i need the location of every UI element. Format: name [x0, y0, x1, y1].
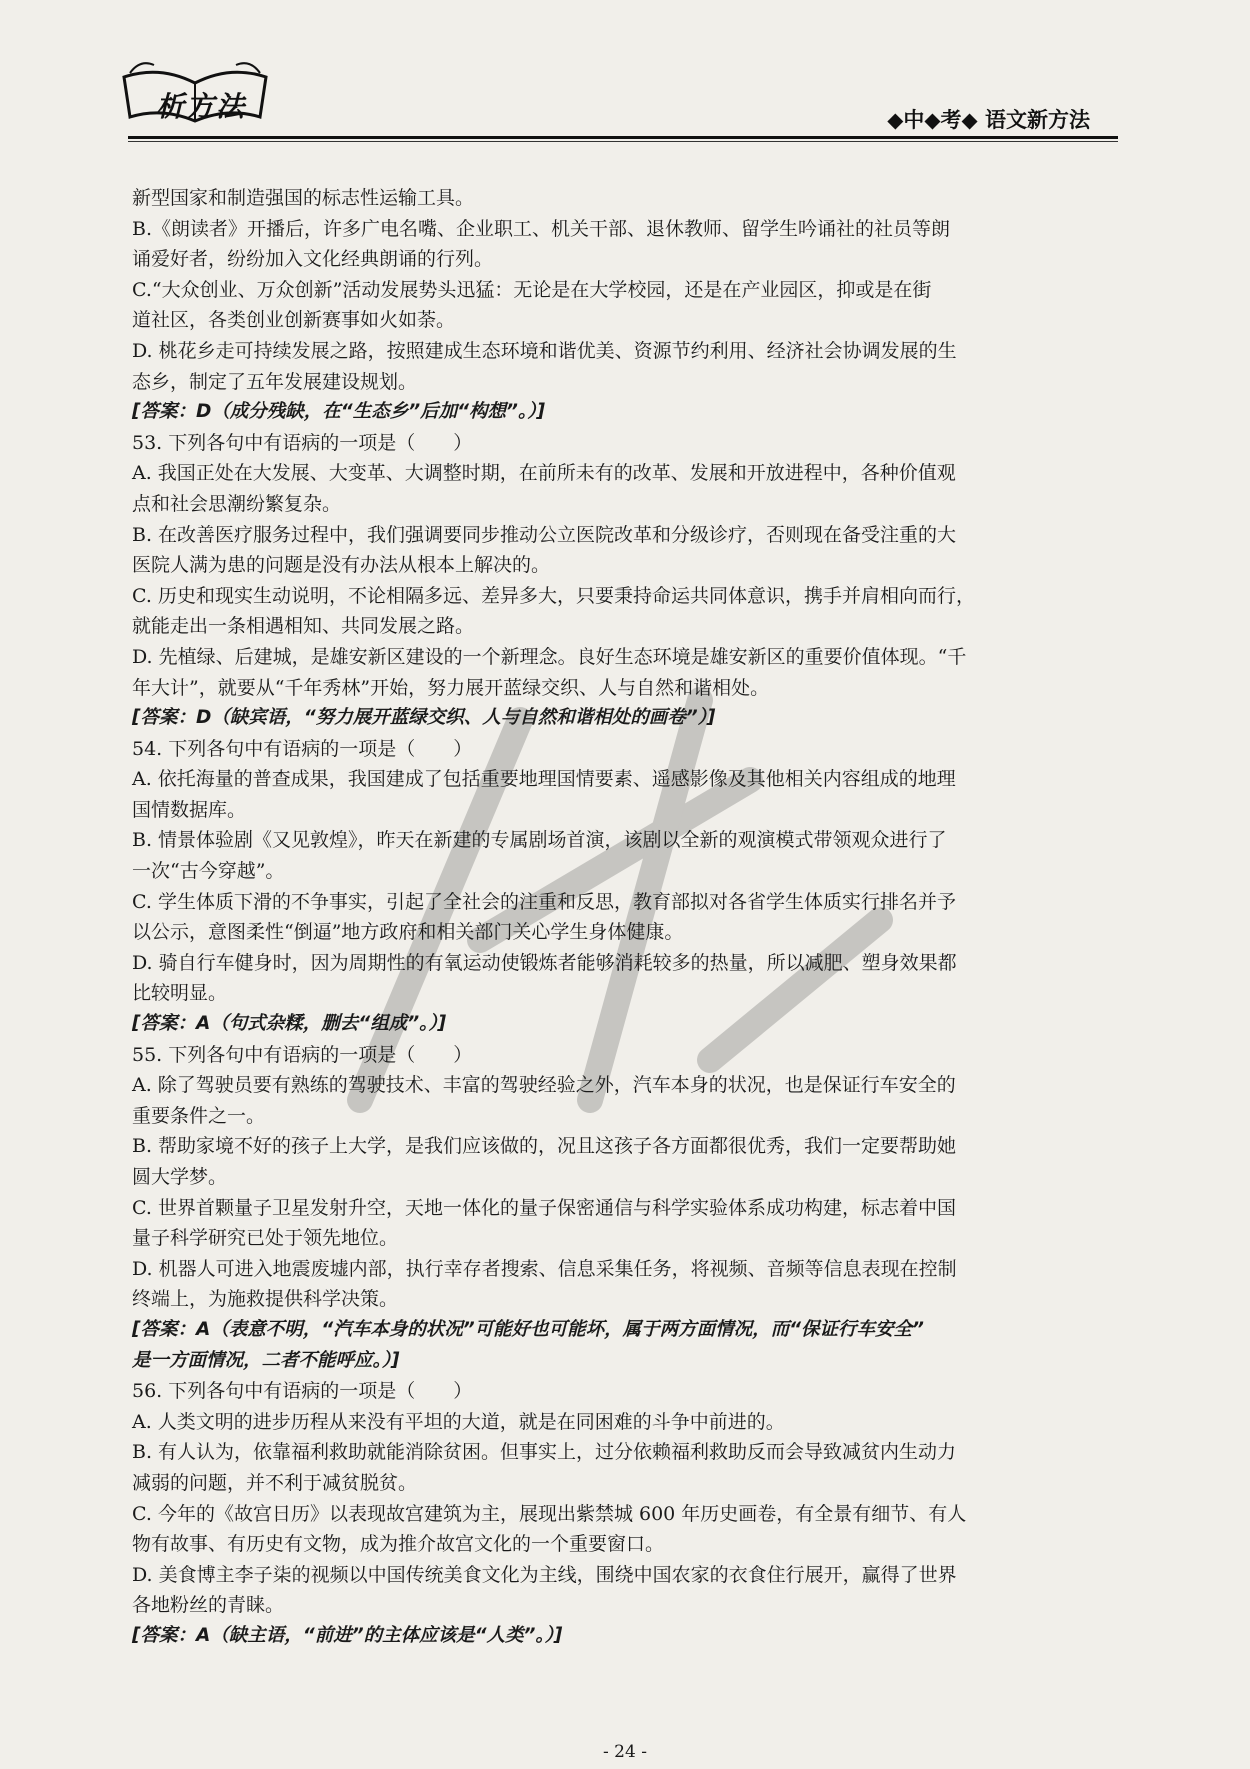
- text-line: 重要条件之一。: [132, 1104, 266, 1127]
- text-line: A. 我国正处在大发展、大变革、大调整时期，在前所未有的改革、发展和开放进程中，各种价值观: [132, 462, 956, 485]
- text-line: 新型国家和制造强国的标志性运输工具。: [132, 187, 475, 209]
- text-line: C. 学生体质下滑的不争事实，引起了全社会的注重和反思，教育部拟对各省学生体质实行排名并予: [132, 890, 956, 913]
- page-number: - 24 -: [603, 1742, 647, 1762]
- text-line: B. 情景体验剧《又见敦煌》，昨天在新建的专属剧场首演，该剧以全新的观演模式带领观众进行了: [132, 829, 947, 852]
- text-line: 点和社会思潮纷繁复杂。: [132, 492, 342, 515]
- text-line: 比较明显。: [132, 982, 228, 1005]
- answer-line: [答案：A（缺主语，“前进”的主体应该是“人类”。）]: [132, 1624, 563, 1646]
- text-line: 医院人满为患的问题是没有办法从根本上解决的。: [132, 554, 551, 577]
- question-text-block: [132, 183, 1114, 1652]
- text-line: 54. 下列各句中有语病的一项是（ ）: [132, 737, 473, 760]
- text-line: 年大计”，就要从“千年秀林”开始，努力展开蓝绿交织、人与自然和谐相处。: [132, 676, 770, 699]
- text-line: 物有故事、有历史有文物，成为推介故宫文化的一个重要窗口。: [132, 1533, 665, 1556]
- answer-line: [答案：D（缺宾语，“努力展开蓝绿交织、人与自然和谐相处的画卷”）]: [132, 707, 716, 729]
- answer-line: [答案：A（表意不明，“汽车本身的状况”可能好也可能坏，属于两方面情况，而“保证行车安全”: [132, 1318, 924, 1340]
- text-line: 圆大学梦。: [132, 1166, 228, 1188]
- text-line: 终端上，为施救提供科学决策。: [132, 1288, 399, 1311]
- text-line: 以公示，意图柔性“倒逼”地方政府和相关部门关心学生身体健康。: [132, 921, 684, 944]
- text-line: C.“大众创业、万众创新”活动发展势头迅猛：无论是在大学校园，还是在产业园区，抑或是在街: [132, 278, 932, 301]
- text-line: A. 人类文明的进步历程从来没有平坦的大道，就是在同困难的斗争中前进的。: [132, 1410, 785, 1433]
- logo: [120, 55, 270, 135]
- text-line: 56. 下列各句中有语病的一项是（ ）: [132, 1380, 473, 1403]
- text-line: 一次“古今穿越”。: [132, 860, 285, 883]
- text-line: D. 骑自行车健身时，因为周期性的有氧运动使锻炼者能够消耗较多的热量，所以减肥、塑身效果都: [132, 951, 957, 974]
- header-divider-thin: [128, 141, 1118, 142]
- header-title: ◆中◆考◆ 语文新方法: [887, 108, 1090, 132]
- text-line: B. 有人认为，依靠福利救助就能消除贫困。但事实上，过分依赖福利救助反而会导致减贫内生动力: [132, 1441, 957, 1464]
- text-line: D. 机器人可进入地震废墟内部，执行幸存者搜索、信息采集任务，将视频、音频等信息表现在控制: [132, 1257, 957, 1280]
- text-line: B. 在改善医疗服务过程中，我们强调要同步推动公立医院改革和分级诊疗，否则现在备受注重的大: [132, 523, 957, 546]
- text-line: 55. 下列各句中有语病的一项是（ ）: [132, 1043, 473, 1066]
- text-line: C. 今年的《故宫日历》以表现故宫建筑为主，展现出紫禁城 600 年历史画卷，有全景有细节、有人: [132, 1502, 967, 1525]
- text-line: B. 帮助家境不好的孩子上大学，是我们应该做的，况且这孩子各方面都很优秀，我们一定要帮助她: [132, 1135, 957, 1158]
- text-line: 就能走出一条相遇相知、共同发展之路。: [132, 615, 475, 638]
- text-line: D. 桃花乡走可持续发展之路，按照建成生态环境和谐优美、资源节约利用、经济社会协调发展的生: [132, 339, 957, 362]
- logo-text: 析方法: [156, 90, 247, 123]
- text-line: C. 历史和现实生动说明，不论相隔多远、差异多大，只要秉持命运共同体意识，携手并肩相向而行，: [132, 584, 975, 607]
- answer-line: 是一方面情况，二者不能呼应。）]: [132, 1349, 400, 1371]
- header-divider: [128, 136, 1118, 139]
- text-line: C. 世界首颗量子卫星发射升空，天地一体化的量子保密通信与科学实验体系成功构建，标志着中国: [132, 1196, 956, 1219]
- text-line: 减弱的问题，并不利于减贫脱贫。: [132, 1471, 418, 1494]
- text-line: 53. 下列各句中有语病的一项是（ ）: [132, 431, 473, 454]
- text-line: 诵爱好者，纷纷加入文化经典朗诵的行列。: [132, 248, 494, 271]
- answer-line: [答案：A（句式杂糅，删去“组成”。）]: [132, 1013, 447, 1035]
- text-line: A. 依托海量的普查成果，我国建成了包括重要地理国情要素、遥感影像及其他相关内容组成的地理: [132, 768, 956, 791]
- text-line: D. 先植绿、后建城，是雄安新区建设的一个新理念。良好生态环境是雄安新区的重要价值体现。“千: [132, 645, 967, 668]
- text-line: 各地粉丝的青睐。: [132, 1594, 285, 1617]
- text-line: A. 除了驾驶员要有熟练的驾驶技术、丰富的驾驶经验之外，汽车本身的状况，也是保证行车安全的: [132, 1074, 956, 1097]
- text-line: 量子科学研究已处于领先地位。: [132, 1227, 399, 1250]
- text-line: 国情数据库。: [132, 798, 247, 821]
- text-line: B.《朗读者》开播后，许多广电名嘴、企业职工、机关干部、退休教师、留学生吟诵社的社员等朗: [132, 217, 951, 240]
- text-line: 道社区，各类创业创新赛事如火如荼。: [132, 309, 456, 332]
- answer-line: [答案：D（成分残缺，在“生态乡”后加“构想”。）]: [132, 401, 545, 423]
- text-line: 态乡，制定了五年发展建设规划。: [132, 370, 418, 393]
- text-line: D. 美食博主李子柒的视频以中国传统美食文化为主线，围绕中国农家的衣食住行展开，赢得了世界: [132, 1563, 957, 1586]
